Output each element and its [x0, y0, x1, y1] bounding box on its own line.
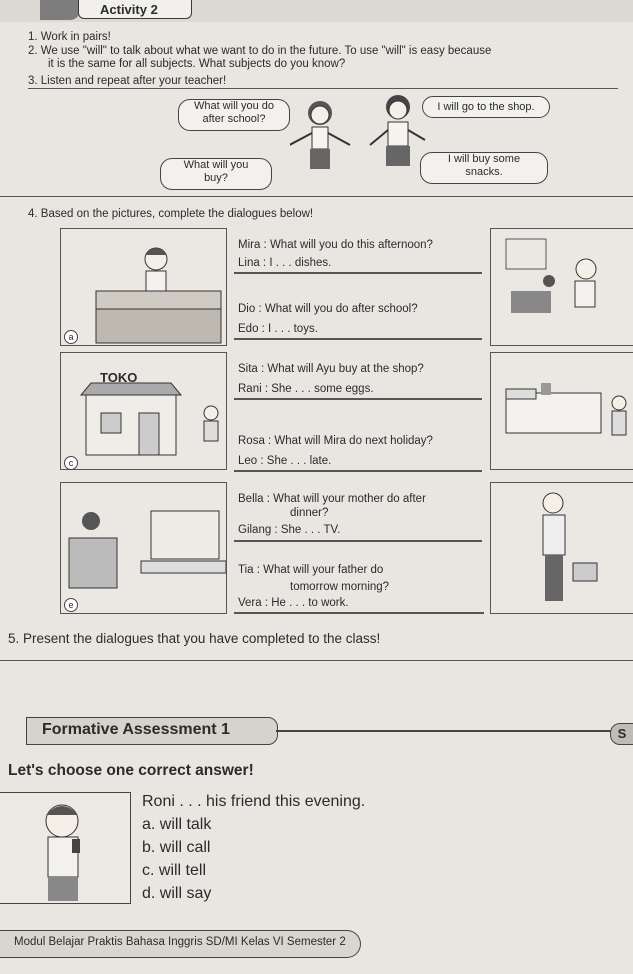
bubble-text: after school?: [202, 113, 266, 125]
dialogue-line: Gilang : She . . . TV.: [238, 524, 341, 536]
panel-letter-e: e: [64, 598, 78, 612]
dialogue-line: Dio : What will you do after school?: [238, 303, 418, 315]
picture-panel-c: [60, 352, 227, 470]
instruction-1: 1. Work in pairs!: [28, 31, 111, 43]
divider: [28, 88, 618, 89]
answer-line: [234, 398, 482, 400]
dialogue-line: Rosa : What will Mira do next holiday?: [238, 435, 433, 447]
divider: [0, 196, 633, 197]
instruction-4: 4. Based on the pictures, complete the dialogues below!: [28, 208, 314, 220]
shop-sign: TOKO: [100, 370, 138, 385]
option-d[interactable]: d. will say: [142, 885, 212, 902]
dialogue-line: Vera : He . . . to work.: [238, 597, 349, 609]
bubble-text: What will you: [183, 159, 249, 171]
dialogue-line: Mira : What will you do this afternoon?: [238, 239, 433, 251]
formative-title: Formative Assessment 1: [42, 721, 230, 738]
speech-bubble-q2: [160, 158, 272, 190]
answer-line: [234, 470, 482, 472]
picture-panel-a: [60, 228, 227, 346]
instruction-2b: it is the same for all subjects. What subjects do you know?: [48, 58, 346, 70]
formative-heading: Let's choose one correct answer!: [8, 762, 254, 779]
answer-line: [234, 272, 482, 274]
bubble-text: I will buy some: [447, 153, 521, 165]
instruction-2a: 2. We use "will" to talk about what we want to do in the future. To use "will" is easy because: [28, 45, 492, 57]
picture-panel-d: [490, 352, 633, 470]
answer-line: [234, 540, 482, 542]
bubble-text: snacks.: [465, 166, 503, 178]
answer-line: [234, 612, 484, 614]
dialogue-line: Tia : What will your father do: [238, 564, 384, 576]
dialogue-line: Edo : I . . . toys.: [238, 323, 318, 335]
boy-phone-illustration: [0, 792, 131, 904]
dialogue-line: tomorrow morning?: [290, 581, 390, 593]
dialogue-line: Bella : What will your mother do after: [238, 493, 426, 505]
panel-letter-c: c: [64, 456, 78, 470]
dialogue-line: Sita : What will Ayu buy at the shop?: [238, 363, 424, 375]
question-text: Roni . . . his friend this evening.: [142, 793, 366, 810]
activity-title: Activity 2: [100, 2, 158, 17]
students-illustration: [290, 95, 430, 195]
dialogue-line: Leo : She . . . late.: [238, 455, 332, 467]
speech-bubble-a2: [420, 152, 548, 184]
instruction-3: 3. Listen and repeat after your teacher!: [28, 75, 227, 87]
divider: [0, 660, 633, 661]
option-a[interactable]: a. will talk: [142, 816, 212, 833]
panel-letter-a: a: [64, 330, 78, 344]
footer-text: Modul Belajar Praktis Bahasa Inggris SD/MI Kelas VI Semester 2: [14, 936, 346, 948]
instruction-5: 5. Present the dialogues that you have completed to the class!: [8, 631, 381, 646]
bubble-text: What will you do: [193, 100, 275, 112]
option-b[interactable]: b. will call: [142, 839, 211, 856]
picture-panel-e: [60, 482, 227, 614]
picture-panel-b: [490, 228, 633, 346]
dialogue-line: Rani : She . . . some eggs.: [238, 383, 374, 395]
speech-bubble-q1: [178, 99, 290, 131]
formative-badge: S: [610, 723, 633, 745]
activity-icon: [40, 0, 80, 20]
picture-panel-f: [490, 482, 633, 614]
dialogue-line: Lina : I . . . dishes.: [238, 257, 332, 269]
bubble-text: buy?: [204, 172, 228, 184]
option-c[interactable]: c. will tell: [142, 862, 207, 879]
answer-line: [234, 338, 482, 340]
dialogue-line: dinner?: [290, 507, 329, 519]
formative-line: [276, 730, 616, 732]
speech-bubble-a1: I will go to the shop.: [422, 96, 550, 118]
